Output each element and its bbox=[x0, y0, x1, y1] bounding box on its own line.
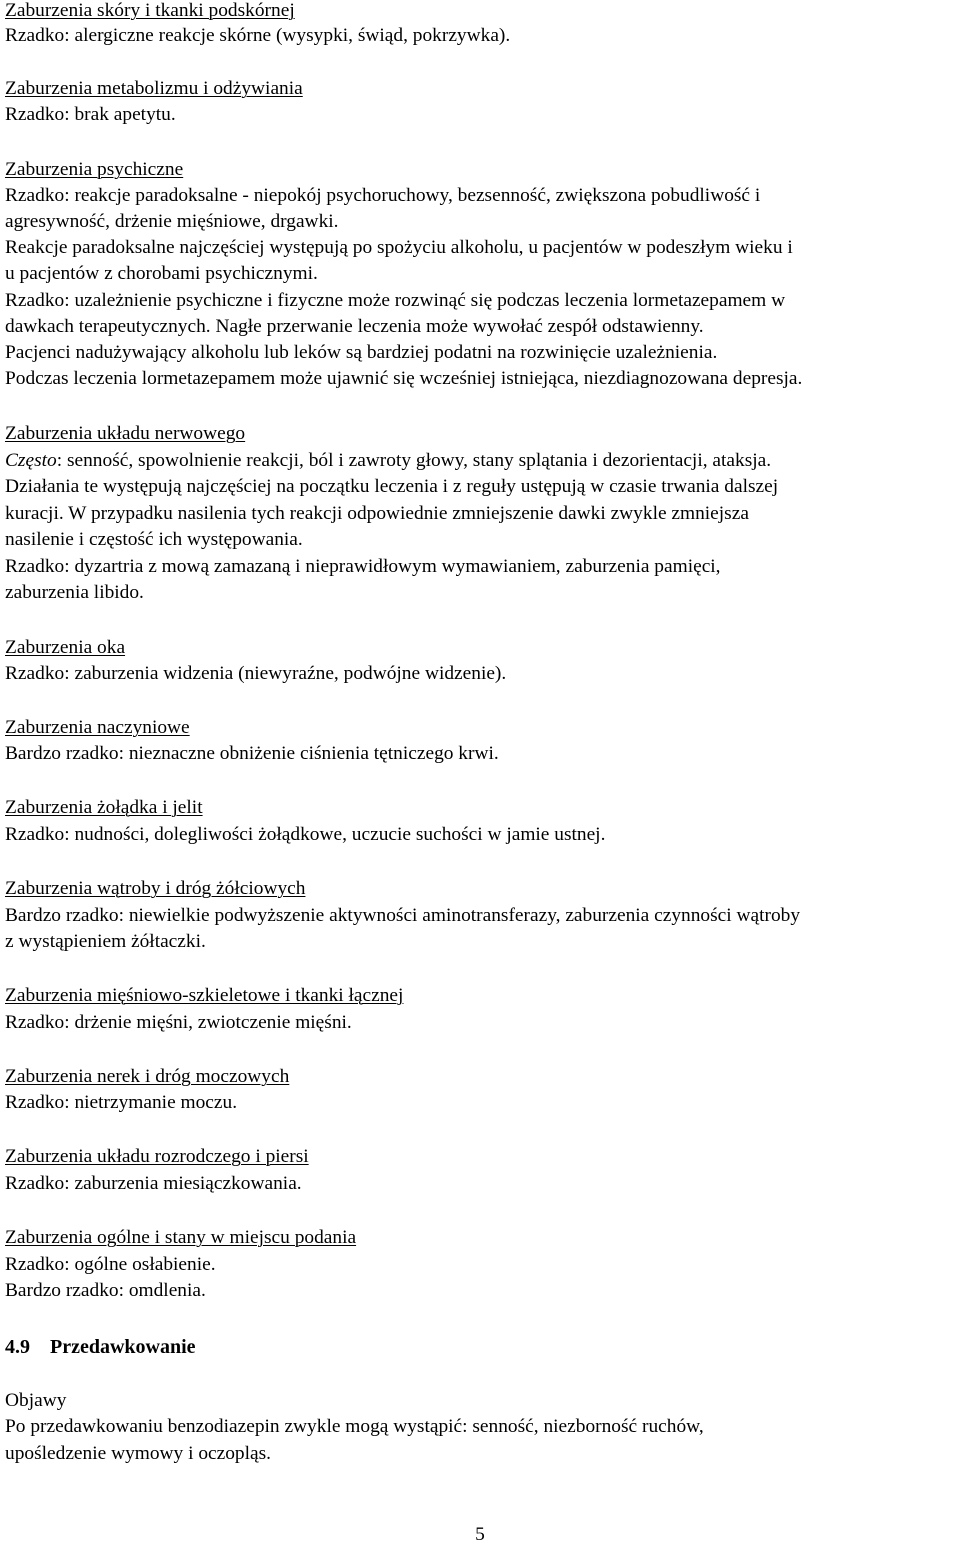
text-line: Rzadko: reakcje paradoksalne - niepokój psychoruchowy, bezsenność, zwiększona pobudliwość i bbox=[5, 185, 761, 206]
section-number: 4.9 bbox=[5, 1336, 30, 1358]
text-line: u pacjentów z chorobami psychicznymi. bbox=[5, 263, 318, 284]
section-heading-eye: Zaburzenia oka bbox=[5, 637, 126, 658]
text-line: Reakcje paradoksalne najczęściej występują po spożyciu alkoholu, u pacjentów w podeszłym wieku i bbox=[5, 237, 793, 258]
text-line: Bardzo rzadko: nieznaczne obniżenie ciśnienia tętniczego krwi. bbox=[5, 743, 499, 764]
text-line: upośledzenie wymowy i oczopląs. bbox=[5, 1443, 272, 1464]
text-line: Rzadko: zaburzenia miesiączkowania. bbox=[5, 1173, 302, 1194]
section-heading-vascular: Zaburzenia naczyniowe bbox=[5, 717, 190, 738]
text-line: Po przedawkowaniu benzodiazepin zwykle mogą wystąpić: senność, niezborność ruchów, bbox=[5, 1416, 704, 1437]
text-line: agresywność, drżenie mięśniowe, drgawki. bbox=[5, 211, 339, 232]
section-heading-skin: Zaburzenia skóry i tkanki podskórnej bbox=[5, 0, 295, 21]
section-heading-general: Zaburzenia ogólne i stany w miejscu podania bbox=[5, 1227, 357, 1248]
text-line: Rzadko: brak apetytu. bbox=[5, 104, 176, 125]
section-heading-psych: Zaburzenia psychiczne bbox=[5, 159, 184, 180]
text-line: z wystąpieniem żółtaczki. bbox=[5, 931, 206, 952]
section-title bbox=[5, 1336, 196, 1358]
text-line: Działania te występują najczęściej na początku leczenia i z reguły ustępują w czasie trwania dalszej bbox=[5, 476, 779, 497]
text-line: Rzadko: uzależnienie psychiczne i fizyczne może rozwinąć się podczas leczenia lormetazepamem w bbox=[5, 290, 786, 311]
text-line: Rzadko: nudności, dolegliwości żołądkowe, uczucie suchości w jamie ustnej. bbox=[5, 824, 606, 845]
section-heading-renal: Zaburzenia nerek i dróg moczowych bbox=[5, 1066, 290, 1087]
text-line: dawkach terapeutycznych. Nagłe przerwanie leczenia może wywołać zespół odstawienny. bbox=[5, 316, 704, 337]
text-fragment: : senność, spowolnienie reakcji, ból i zawroty głowy, stany splątania i dezorientacji, ataksja. bbox=[56, 450, 772, 471]
subheading-symptoms: Objawy bbox=[5, 1390, 67, 1411]
text-line bbox=[5, 450, 771, 472]
section-heading-metabolism: Zaburzenia metabolizmu i odżywiania bbox=[5, 78, 303, 99]
section-heading-liver: Zaburzenia wątroby i dróg żółciowych bbox=[5, 878, 306, 899]
text-line: zaburzenia libido. bbox=[5, 582, 144, 603]
text-line: Rzadko: ogólne osłabienie. bbox=[5, 1254, 216, 1275]
section-heading-repro: Zaburzenia układu rozrodczego i piersi bbox=[5, 1146, 309, 1167]
text-line: nasilenie i częstość ich występowania. bbox=[5, 529, 303, 550]
page-number: 5 bbox=[475, 1524, 485, 1545]
text-line: Bardzo rzadko: omdlenia. bbox=[5, 1280, 206, 1301]
text-line: Rzadko: dyzartria z mową zamazaną i nieprawidłowym wymawianiem, zaburzenia pamięci, bbox=[5, 556, 721, 577]
text-line: Pacjenci nadużywający alkoholu lub leków są bardziej podatni na rozwinięcie uzależnienia. bbox=[5, 342, 718, 363]
text-line: Bardzo rzadko: niewielkie podwyższenie aktywności aminotransferazy, zaburzenia czynności wątroby bbox=[5, 905, 801, 926]
text-line: Rzadko: alergiczne reakcje skórne (wysypki, świąd, pokrzywka). bbox=[5, 25, 511, 46]
text-line: Podczas leczenia lormetazepamem może ujawnić się wcześniej istniejąca, niezdiagnozowana depresja. bbox=[5, 368, 803, 389]
frequency-label: Często bbox=[5, 450, 57, 471]
section-heading-nervous: Zaburzenia układu nerwowego bbox=[5, 423, 246, 444]
text-line: Rzadko: zaburzenia widzenia (niewyraźne, podwójne widzenie). bbox=[5, 663, 507, 684]
text-line: kuracji. W przypadku nasilenia tych reakcji odpowiednie zmniejszenie dawki zwykle zmniejsza bbox=[5, 503, 749, 524]
section-title-text: Przedawkowanie bbox=[50, 1336, 196, 1358]
section-heading-musculo: Zaburzenia mięśniowo-szkieletowe i tkanki łącznej bbox=[5, 985, 404, 1006]
text-line: Rzadko: drżenie mięśni, zwiotczenie mięśni. bbox=[5, 1012, 352, 1033]
text-line: Rzadko: nietrzymanie moczu. bbox=[5, 1092, 238, 1113]
section-heading-gi: Zaburzenia żołądka i jelit bbox=[5, 797, 203, 818]
